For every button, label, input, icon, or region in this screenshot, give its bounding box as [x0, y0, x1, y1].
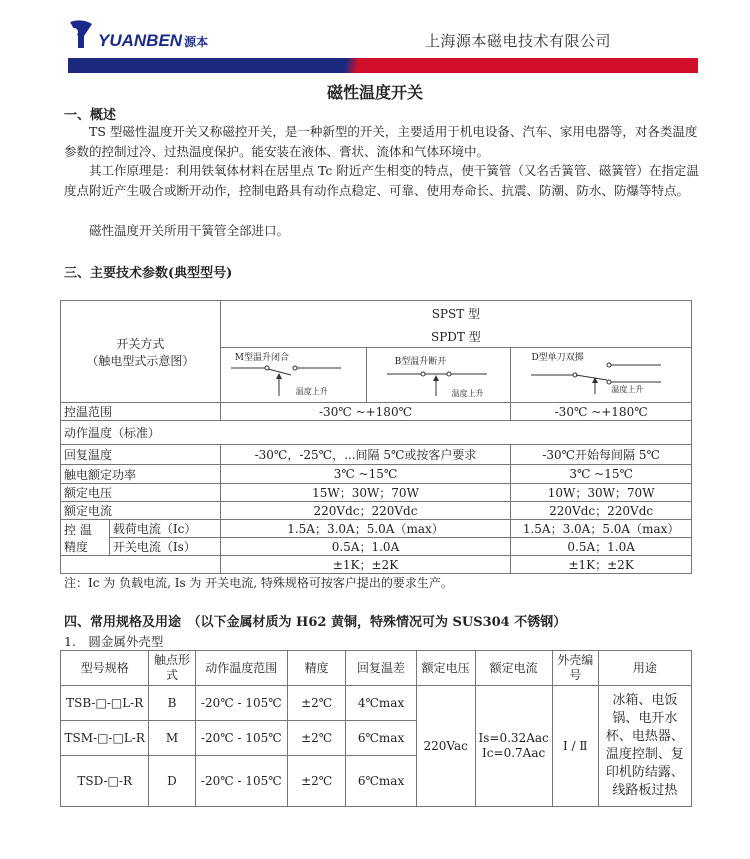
logo-text: YUANBEN — [98, 31, 183, 50]
table-row: 触电额定功率 3℃ ~15℃ 3℃ ~15℃ — [61, 465, 692, 484]
table-row: 控温范围 -30℃ ~+180℃ -30℃ ~+180℃ — [61, 403, 692, 421]
contact-diagram-icon — [511, 358, 692, 398]
spdt-label: SPDT 型 — [430, 330, 481, 344]
table-row: 回复温度 -30℃，-25℃，...间隔 5℃或按客户要求 -30℃开始每间隔 5℃ — [61, 445, 692, 465]
logo-icon — [66, 18, 96, 50]
paragraph: TS 型磁性温度开关又称磁控开关，是一种新型的开关，主要适用于机电设备、汽车、家用电器等，对各类温度参数的控制过冷、过热温度保护。能安装在液体、膏状、流体和气体环境中。 — [64, 124, 698, 159]
table-row: TSD-□-R D -20℃ - 105℃ ±2℃ 6℃max — [61, 756, 692, 807]
logo-cn: 源本 — [184, 34, 209, 49]
table-row: 控 温 精度 载荷电流（Ic） 1.5A；3.0A；5.0A（max） 1.5A；3.0A；5.0A（max） — [61, 520, 692, 538]
table-row: TSB-□-□L-R B -20℃ - 105℃ ±2℃ 4℃max 220Vac Is=0.32Aac Ic=0.7Aac Ⅰ / Ⅱ 冰箱、电饭锅、电开水杯、电热器、温度控制、复印机防结露、线路板过热 — [61, 686, 692, 721]
d-type-diagram: D型单刀双掷 温度上升 — [510, 348, 691, 402]
table-row: 开关电流（Is） 0.5A；1.0A 0.5A；1.0A — [61, 538, 692, 556]
spec-table — [60, 300, 692, 574]
page-title: 磁性温度开关 — [326, 83, 423, 102]
table-header-row: 型号规格 触点形式 动作温度范围 精度 回复温差 额定电压 额定电流 外壳编号 用途 — [61, 651, 692, 686]
paragraph: 磁性温度开关所用干簧管全部进口。 — [89, 223, 290, 238]
table-note: 注：Ic 为 负载电流, Is 为 开关电流, 特殊规格可按客户提出的要求生产。 — [64, 576, 453, 590]
section4-subheading: 1. 圆金属外壳型 — [64, 634, 164, 649]
paragraph: 其工作原理是：利用铁氧体材料在居里点 Tc 附近产生相变的特点，使干簧管（又名舌簧管、磁簧管）在指定温度点附近产生吸合或断开动作，控制电路具有动作点稳定、可靠、使用寿命长、抗震、防潮、防水、防爆等特点。 — [64, 163, 699, 198]
section1-heading: 一、概述 — [64, 108, 117, 123]
table-row: 动作温度（标准） — [61, 421, 692, 445]
spst-label: SPST 型 — [431, 307, 481, 321]
switch-type-header: 开关方式 （触电型式示意图） — [61, 301, 221, 403]
section4-heading: 四、常用规格及用途 （以下金属材质为 H62 黄铜，特殊情况可为 SUS304 不锈钢） — [64, 615, 567, 630]
company-logo — [66, 18, 208, 50]
contact-diagram-icon — [221, 360, 367, 400]
diagram-cell — [220, 301, 691, 403]
models-table — [60, 650, 692, 807]
section3-heading: 三、主要技术参数(典型型号) — [64, 266, 233, 281]
header-bar — [68, 58, 698, 73]
contact-diagram-icon — [367, 364, 512, 400]
table-row: 额定电压 15W；30W；70W 10W；30W；70W — [61, 484, 692, 502]
table-row: 额定电流 220Vdc；220Vdc 220Vdc；220Vdc — [61, 502, 692, 520]
table-row: TSM-□-□L-R M -20℃ - 105℃ ±2℃ 6℃max — [61, 721, 692, 756]
m-type-diagram: M型温升闭合 温度上升 — [221, 348, 366, 402]
table-row: ±1K；±2K ±1K；±2K — [61, 556, 692, 574]
company-name: 上海源本磁电技术有限公司 — [425, 32, 612, 50]
b-type-diagram: B型温升断开 温度上升 — [366, 348, 511, 402]
